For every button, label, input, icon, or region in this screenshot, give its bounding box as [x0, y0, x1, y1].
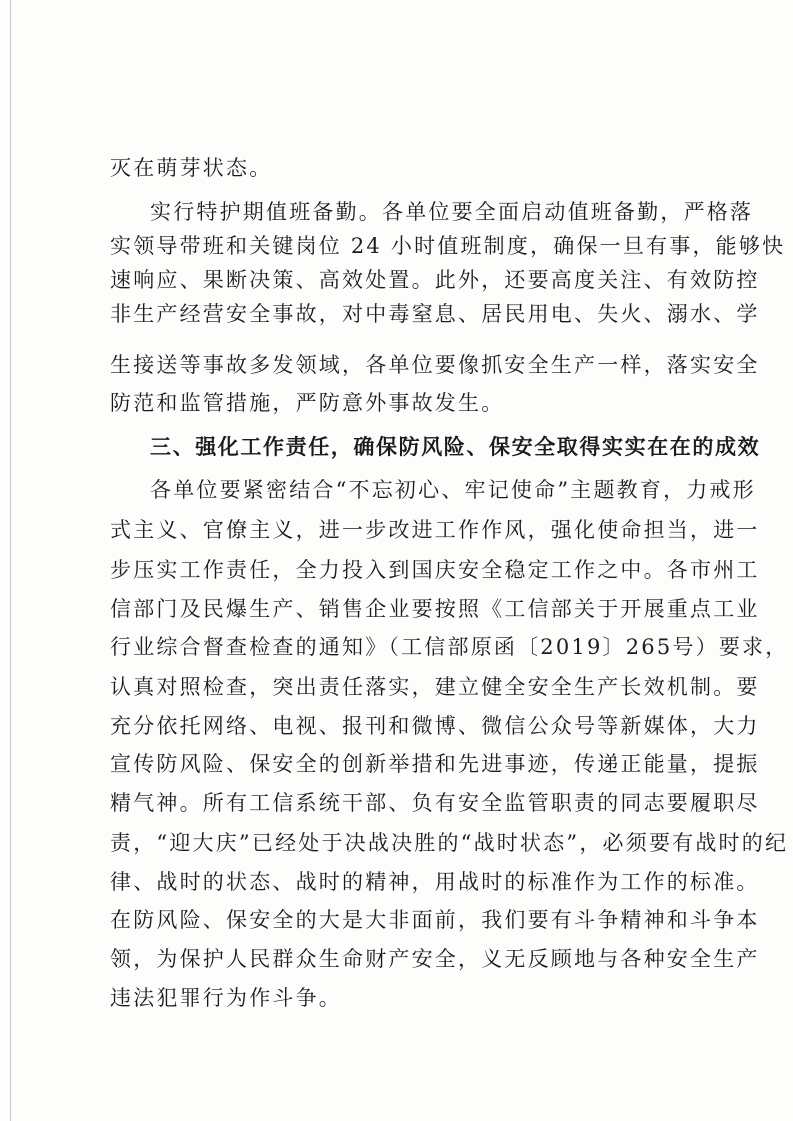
paragraph-line: 式主义、官僚主义，进一步改进工作作风，强化使命担当，进一 [110, 518, 760, 542]
paragraph-line: 灭在萌芽状态。 [110, 156, 273, 180]
paragraph-line: 责，“迎大庆”已经处于决战决胜的“战时状态”，必须要有战时的纪 [110, 831, 789, 855]
paragraph-line: 实行特护期值班备勤。各单位要全面启动值班备勤，严格落 [150, 200, 754, 224]
paragraph-line: 违法犯罪行为作斗争。 [110, 986, 342, 1010]
paragraph-line: 精气神。所有工信系统干部、负有安全监管职责的同志要履职尽 [110, 791, 760, 815]
paragraph-line: 领，为保护人民群众生命财产安全，义无反顾地与各种安全生产 [110, 947, 760, 971]
paragraph-line: 各单位要紧密结合“不忘初心、牢记使命”主题教育，力戒形 [150, 478, 756, 502]
section-heading: 三、强化工作责任，确保防风险、保安全取得实实在在的成效 [150, 435, 761, 459]
paragraph-line: 信部门及民爆生产、销售企业要按照《工信部关于开展重点工业 [110, 597, 760, 621]
paragraph-line: 行业综合督查检查的通知》（工信部原函〔2019〕265号）要求， [110, 635, 789, 659]
scan-edge-divider [10, 0, 11, 1121]
paragraph-line: 认真对照检查，突出责任落实，建立健全安全生产长效机制。要 [110, 675, 760, 699]
paragraph-line: 步压实工作责任，全力投入到国庆安全稳定工作之中。各市州工 [110, 558, 760, 582]
paragraph-line: 宣传防风险、保安全的创新举措和先进事迹，传递正能量，提振 [110, 752, 760, 776]
paragraph-line: 在防风险、保安全的大是大非面前，我们要有斗争精神和斗争本 [110, 908, 760, 932]
paragraph-line: 充分依托网络、电视、报刊和微博、微信公众号等新媒体，大力 [110, 714, 760, 738]
paragraph-line: 生接送等事故多发领域，各单位要像抓安全生产一样，落实安全 [110, 353, 760, 377]
paragraph-line: 防范和监管措施，严防意外事故发生。 [110, 391, 505, 415]
paragraph-line: 非生产经营安全事故，对中毒窒息、居民用电、失火、溺水、学 [110, 302, 760, 326]
paragraph-line: 律、战时的状态、战时的精神，用战时的标准作为工作的标准。 [110, 870, 760, 894]
paragraph-line: 实领导带班和关键岗位 24 小时值班制度，确保一旦有事，能够快 [110, 234, 786, 258]
paragraph-line: 速响应、果断决策、高效处置。此外，还要高度关注、有效防控 [110, 268, 760, 292]
